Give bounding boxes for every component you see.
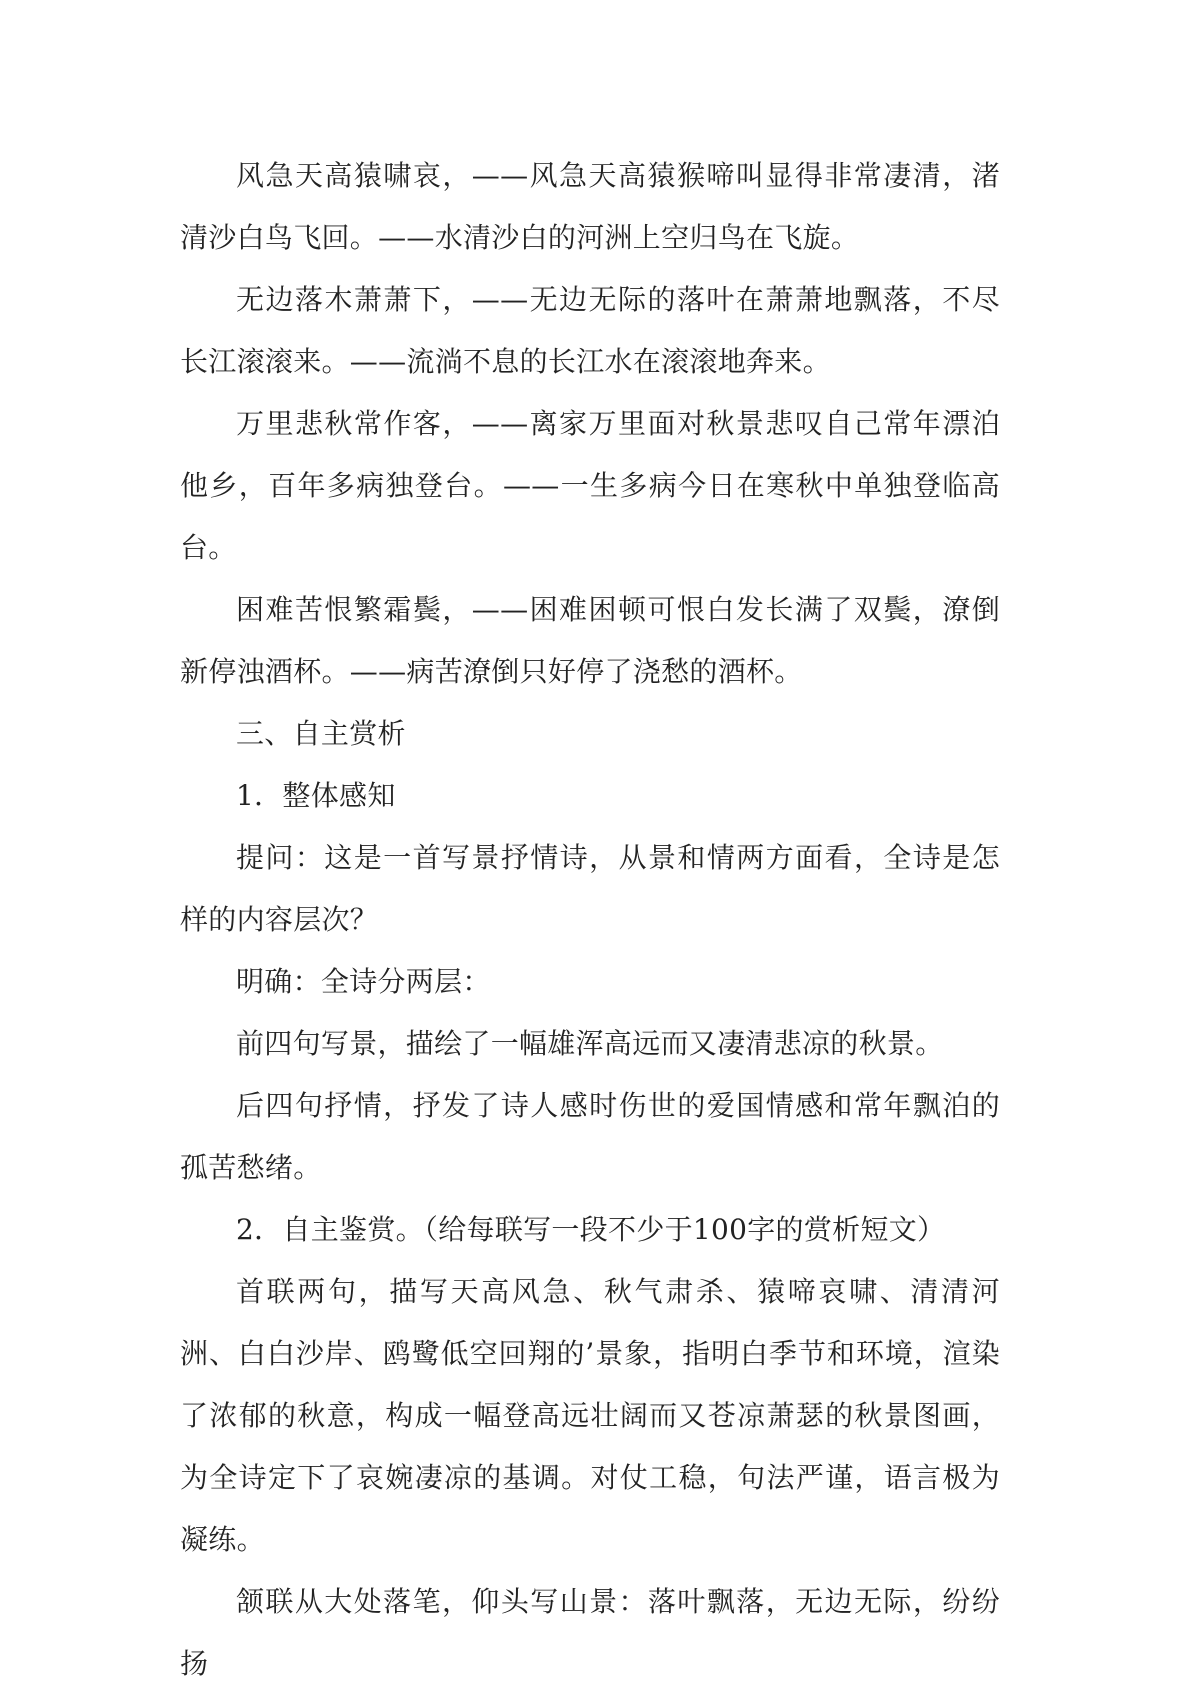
section-heading-appreciation: 三、自主赏析 <box>236 717 406 750</box>
paragraph-question: 提问：这是一首写景抒情诗，从景和情两方面看，全诗是怎样的内容层次？ <box>180 841 1000 936</box>
paragraph-poem-line-4: 困难苦恨繁霜鬓，——困难困顿可恨白发长满了双鬓，潦倒新停浊酒杯。——病苦潦倒只好停了浇愁的酒杯。 <box>180 593 1000 688</box>
paragraph-first-four-lines: 前四句写景，描绘了一幅雄浑高远而又凄清悲凉的秋景。 <box>236 1027 944 1060</box>
paragraph-poem-line-2: 无边落木萧萧下，——无边无际的落叶在萧萧地飘落，不尽长江滚滚来。——流淌不息的长江水在滚滚地奔来。 <box>180 283 1000 378</box>
paragraph-first-couplet: 首联两句，描写天高风急、秋气肃杀、猿啼哀啸、清清河洲、白白沙岸、鸥鹭低空回翔的’景象，指明白季节和环境，渲染了浓郁的秋意，构成一幅登高远壮阔而又苍凉萧瑟的秋景图画，为全诗定下了哀婉凄凉的基调。对仗工稳，句法严谨，语言极为凝练。 <box>180 1275 1000 1556</box>
paragraph-poem-line-1: 风急天高猿啸哀，——风急天高猿猴啼叫显得非常凄清，渚清沙白鸟飞回。——水清沙白的河洲上空归鸟在飞旋。 <box>180 159 1000 254</box>
paragraph-answer-intro: 明确：全诗分两层： <box>236 965 491 998</box>
paragraph-poem-line-3: 万里悲秋常作客，——离家万里面对秋景悲叹自己常年漂泊他乡，百年多病独登台。——一生多病今日在寒秋中单独登临高台。 <box>180 407 1000 564</box>
paragraph-last-four-lines: 后四句抒情，抒发了诗人感时伤世的爱国情感和常年飘泊的孤苦愁绪。 <box>180 1089 1000 1184</box>
subheading-self-appreciation: 2．自主鉴赏。（给每联写一段不少于100字的赏析短文） <box>236 1213 946 1246</box>
paragraph-second-couplet: 颔联从大处落笔，仰头写山景：落叶飘落，无边无际，纷纷扬 <box>180 1585 1000 1680</box>
document-body <box>180 145 1000 1695</box>
subheading-overall-perception: 1．整体感知 <box>236 779 396 812</box>
